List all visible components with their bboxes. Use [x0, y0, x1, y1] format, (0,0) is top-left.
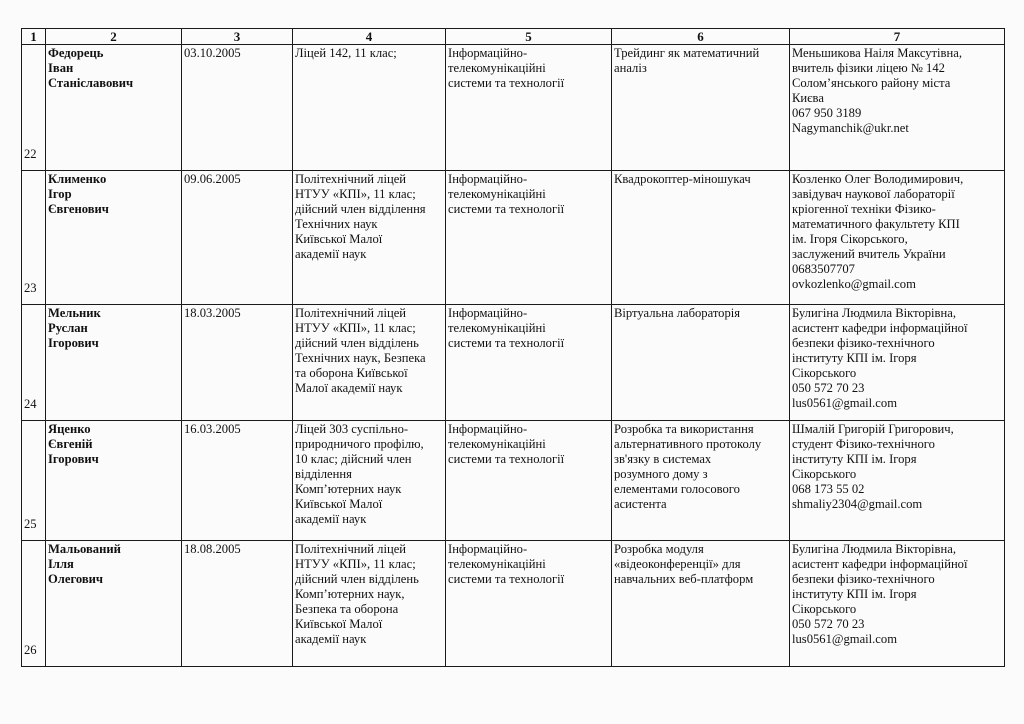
column-header-2: 2: [46, 29, 182, 45]
school-info: [293, 45, 446, 171]
supervisor-info: [790, 305, 1005, 421]
research-topic-line: зв'язку в системах: [614, 452, 712, 466]
participant-name: [46, 45, 182, 171]
supervisor-info-line: інституту КПІ ім. Ігоря: [792, 351, 917, 365]
section-name: [446, 45, 612, 171]
section-name-line: системи та технології: [448, 452, 565, 466]
section-name-line: телекомунікаційні: [448, 557, 546, 571]
supervisor-info-line: Києва: [792, 91, 824, 105]
section-name-line: телекомунікаційні: [448, 61, 546, 75]
supervisor-info-line: Сікорського: [792, 602, 857, 616]
school-info-line: Технічних наук, Безпека: [295, 351, 426, 365]
section-name-line: Інформаційно-: [448, 172, 528, 186]
school-info-line: Технічних наук: [295, 217, 378, 231]
supervisor-info: [790, 45, 1005, 171]
research-topic-line: асистента: [614, 497, 667, 511]
school-info-line: Київської Малої: [295, 232, 383, 246]
research-topic-line: Трейдинг як математичний: [614, 46, 760, 60]
participant-name-line: Ілля: [48, 557, 74, 571]
section-name-line: системи та технології: [448, 572, 565, 586]
school-info-line: відділення: [295, 467, 352, 481]
header-row: [22, 29, 1005, 45]
supervisor-info: [790, 421, 1005, 541]
section-name-line: системи та технології: [448, 336, 565, 350]
school-info-line: академії наук: [295, 247, 367, 261]
participant-name: [46, 171, 182, 305]
supervisor-info-line: інституту КПІ ім. Ігоря: [792, 587, 917, 601]
supervisor-info-line: Шмалій Григорій Григорович,: [792, 422, 954, 436]
supervisor-info-line: безпеки фізико-технічного: [792, 336, 935, 350]
research-topic-line: елементами голосового: [614, 482, 740, 496]
column-header-7: 7: [790, 29, 1005, 45]
supervisor-info-line: Меньшикова Наіля Максутівна,: [792, 46, 962, 60]
supervisor-info-line: вчитель фізики ліцею № 142: [792, 61, 945, 75]
supervisor-info-line: Булигіна Людмила Вікторівна,: [792, 542, 956, 556]
table-row: [22, 45, 1005, 171]
supervisor-info-line: 068 173 55 02: [792, 482, 865, 496]
supervisor-info-line: ім. Ігоря Сікорського,: [792, 232, 908, 246]
column-header-5: 5: [446, 29, 612, 45]
school-info-line: та оборона Київської: [295, 366, 408, 380]
section-name-line: Інформаційно-: [448, 542, 528, 556]
participant-name-line: Ігорович: [48, 336, 99, 350]
column-header-6: 6: [612, 29, 790, 45]
school-info-line: дійсний член відділень: [295, 336, 419, 350]
participant-name-line: Федорець: [48, 46, 104, 60]
research-topic-line: аналіз: [614, 61, 647, 75]
research-topic: [612, 305, 790, 421]
school-info-line: Комп’ютерних наук: [295, 482, 402, 496]
supervisor-info-line: безпеки фізико-технічного: [792, 572, 935, 586]
supervisor-info-line: shmaliy2304@gmail.com: [792, 497, 923, 511]
table-row: [22, 541, 1005, 667]
supervisor-info-line: 050 572 70 23: [792, 617, 865, 631]
school-info-line: природничого профілю,: [295, 437, 424, 451]
section-name-line: системи та технології: [448, 76, 565, 90]
participant-name-line: Клименко: [48, 172, 107, 186]
table-row: [22, 305, 1005, 421]
school-info-line: Київської Малої: [295, 497, 383, 511]
supervisor-info: [790, 541, 1005, 667]
supervisor-info-line: lus0561@gmail.com: [792, 632, 897, 646]
school-info-line: Ліцей 303 суспільно-: [295, 422, 409, 436]
research-topic-line: розумного дому з: [614, 467, 708, 481]
school-info-line: Безпека та оборона: [295, 602, 399, 616]
row-number: 24: [22, 305, 46, 421]
research-topic-line: «відеоконференції» для: [614, 557, 741, 571]
birth-date: 18.08.2005: [182, 541, 293, 667]
participant-name: [46, 541, 182, 667]
participant-name-line: Олегович: [48, 572, 103, 586]
school-info-line: НТУУ «КПІ», 11 клас;: [295, 187, 416, 201]
row-number: 25: [22, 421, 46, 541]
research-topic: [612, 421, 790, 541]
row-number: 22: [22, 45, 46, 171]
section-name-line: телекомунікаційні: [448, 437, 546, 451]
supervisor-info-line: Солом’янського району міста: [792, 76, 951, 90]
school-info-line: Київської Малої: [295, 617, 383, 631]
birth-date: 03.10.2005: [182, 45, 293, 171]
research-topic-line: навчальних веб-платформ: [614, 572, 754, 586]
participants-table: [21, 28, 1005, 667]
school-info-line: Комп’ютерних наук,: [295, 587, 405, 601]
participant-name-line: Яценко: [48, 422, 91, 436]
school-info-line: Політехнічний ліцей: [295, 306, 407, 320]
school-info-line: Політехнічний ліцей: [295, 542, 407, 556]
school-info-line: Малої академії наук: [295, 381, 403, 395]
participant-name-line: Руслан: [48, 321, 88, 335]
row-number: 26: [22, 541, 46, 667]
school-info: [293, 171, 446, 305]
participant-name-line: Євгеній: [48, 437, 93, 451]
birth-date: 09.06.2005: [182, 171, 293, 305]
research-topic-line: Розробка модуля: [614, 542, 704, 556]
research-topic-line: Квадрокоптер-міношукач: [614, 172, 751, 186]
section-name-line: Інформаційно-: [448, 306, 528, 320]
school-info-line: Політехнічний ліцей: [295, 172, 407, 186]
research-topic: [612, 541, 790, 667]
supervisor-info-line: 050 572 70 23: [792, 381, 865, 395]
supervisor-info-line: Сікорського: [792, 366, 857, 380]
supervisor-info-line: асистент кафедри інформаційної: [792, 557, 968, 571]
school-info-line: Ліцей 142, 11 клас;: [295, 46, 397, 60]
section-name-line: телекомунікаційні: [448, 321, 546, 335]
section-name-line: телекомунікаційні: [448, 187, 546, 201]
participant-name-line: Іван: [48, 61, 74, 75]
participant-name-line: Станіславович: [48, 76, 134, 90]
supervisor-info: [790, 171, 1005, 305]
section-name: [446, 541, 612, 667]
supervisor-info-line: асистент кафедри інформаційної: [792, 321, 968, 335]
supervisor-info-line: завідувач наукової лабораторії: [792, 187, 955, 201]
supervisor-info-line: Булигіна Людмила Вікторівна,: [792, 306, 956, 320]
supervisor-info-line: 0683507707: [792, 262, 855, 276]
birth-date: 18.03.2005: [182, 305, 293, 421]
section-name-line: Інформаційно-: [448, 46, 528, 60]
supervisor-info-line: математичного факультету КПІ: [792, 217, 960, 231]
research-topic-line: Віртуальна лабораторія: [614, 306, 741, 320]
school-info: [293, 541, 446, 667]
research-topic: [612, 171, 790, 305]
table-row: [22, 421, 1005, 541]
column-header-1: 1: [22, 29, 46, 45]
participant-name-line: Ігор: [48, 187, 72, 201]
school-info-line: 10 клас; дійсний член: [295, 452, 412, 466]
school-info-line: НТУУ «КПІ», 11 клас;: [295, 557, 416, 571]
section-name: [446, 421, 612, 541]
participant-name-line: Мальований: [48, 542, 121, 556]
section-name: [446, 171, 612, 305]
participant-name: [46, 421, 182, 541]
school-info-line: дійсний член відділень: [295, 572, 419, 586]
supervisor-info-line: заслужений вчитель України: [792, 247, 946, 261]
school-info-line: НТУУ «КПІ», 11 клас;: [295, 321, 416, 335]
research-topic-line: Розробка та використання: [614, 422, 754, 436]
section-name-line: Інформаційно-: [448, 422, 528, 436]
research-topic-line: альтернативного протоколу: [614, 437, 762, 451]
supervisor-info-line: студент Фізико-технічного: [792, 437, 935, 451]
research-topic: [612, 45, 790, 171]
supervisor-info-line: Козленко Олег Володимирович,: [792, 172, 964, 186]
birth-date: 16.03.2005: [182, 421, 293, 541]
supervisor-info-line: інституту КПІ ім. Ігоря: [792, 452, 917, 466]
supervisor-info-line: 067 950 3189: [792, 106, 862, 120]
participant-name-line: Ігорович: [48, 452, 99, 466]
school-info-line: академії наук: [295, 632, 367, 646]
participant-name: [46, 305, 182, 421]
participant-name-line: Євгенович: [48, 202, 109, 216]
supervisor-info-line: lus0561@gmail.com: [792, 396, 897, 410]
school-info: [293, 305, 446, 421]
section-name-line: системи та технології: [448, 202, 565, 216]
column-header-4: 4: [293, 29, 446, 45]
supervisor-info-line: кріогенної техніки Фізико-: [792, 202, 936, 216]
section-name: [446, 305, 612, 421]
school-info-line: дійсний член відділення: [295, 202, 426, 216]
school-info: [293, 421, 446, 541]
participant-name-line: Мельник: [48, 306, 101, 320]
column-header-3: 3: [182, 29, 293, 45]
supervisor-info-line: ovkozlenko@gmail.com: [792, 277, 916, 291]
row-number: 23: [22, 171, 46, 305]
table-row: [22, 171, 1005, 305]
supervisor-info-line: Сікорського: [792, 467, 857, 481]
supervisor-info-line: Nagymanchik@ukr.net: [792, 121, 909, 135]
school-info-line: академії наук: [295, 512, 367, 526]
